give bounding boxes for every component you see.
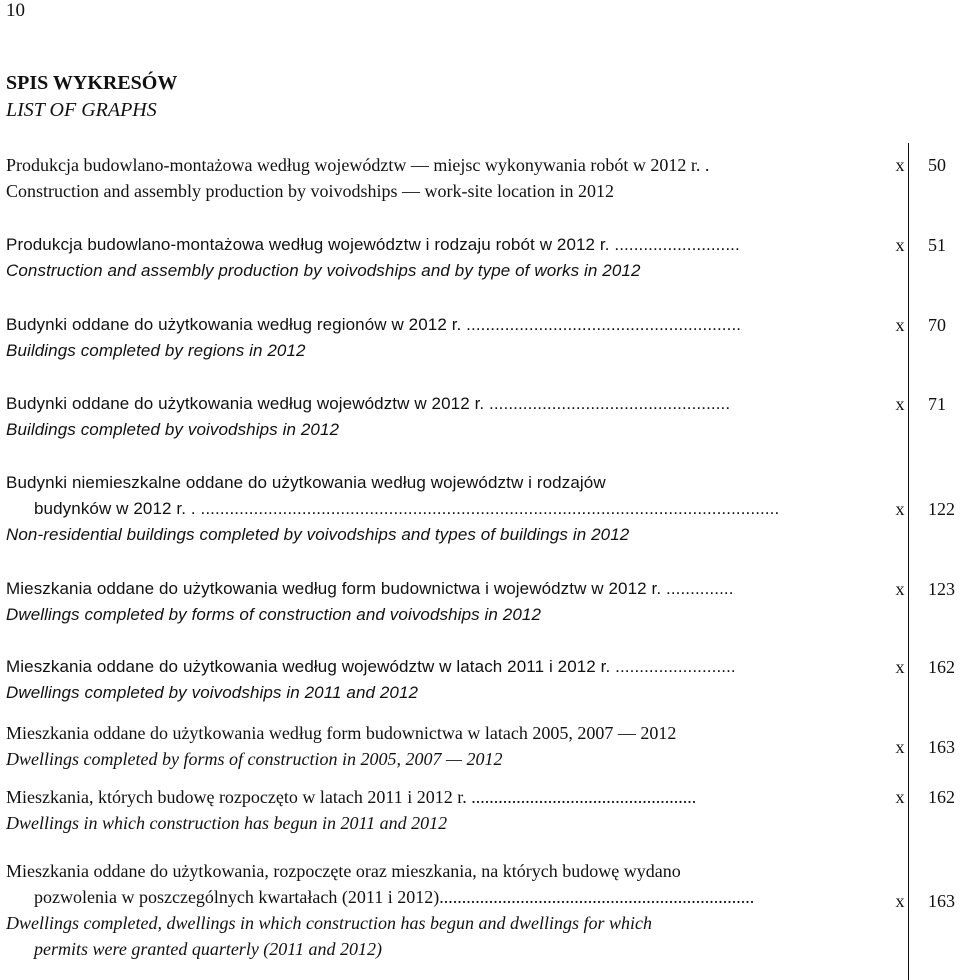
list-item [6, 152, 946, 204]
entry-page: 51 [928, 235, 946, 255]
list-item [6, 312, 946, 364]
entry-title-pl: Mieszkania oddane do użytkowania według form budownictwa i województw w 2012 r. .............. [6, 579, 734, 598]
column-divider [908, 143, 909, 980]
entry-title-en: Dwellings completed by forms of construction and voivodships in 2012 [6, 605, 542, 624]
entry-page: 50 [928, 155, 946, 175]
entry-title-pl: Mieszkania oddane do użytkowania według województw w latach 2011 i 2012 r. ......................... [6, 657, 736, 676]
entry-mark: x [895, 315, 905, 335]
entry-title-pl: Budynki niemieszkalne oddane do użytkowania według województw i rodzajów [6, 473, 606, 492]
list-item [6, 720, 955, 772]
entry-title-en: Dwellings completed by forms of construction in 2005, 2007 — 2012 [6, 749, 503, 769]
list-heading [6, 70, 177, 124]
entry-title-pl: Budynki oddane do użytkowania według województw w 2012 r. .................................................. [6, 394, 731, 413]
entry-mark: x [895, 579, 905, 599]
entry-title-en: Construction and assembly production by voivodships and by type of works in 2012 [6, 261, 641, 280]
entry-mark: x [895, 737, 905, 757]
entry-page: 122 [928, 499, 955, 519]
entry-title-en: Non-residential buildings completed by voivodships and types of buildings in 2012 [6, 525, 630, 544]
entry-title-pl: Budynki oddane do użytkowania według regionów w 2012 r. ......................................................... [6, 315, 742, 334]
entry-page: 70 [928, 315, 946, 335]
entry-title-pl-continued: pozwolenia w poszczególnych kwartałach (2011 i 2012)...................................................................... [34, 887, 755, 907]
entry-page: 163 [928, 737, 955, 757]
list-item [6, 654, 955, 706]
entry-title-en: Dwellings completed, dwellings in which construction has begun and dwellings for which [6, 913, 652, 933]
entry-title-pl: Mieszkania, których budowę rozpoczęto w latach 2011 i 2012 r. .................................................. [6, 787, 697, 807]
entry-mark: x [895, 499, 905, 519]
heading-polish: SPIS WYKRESÓW [6, 72, 178, 94]
entry-title-pl: Produkcja budowlano-montażowa według województw — miejsc wykonywania robót w 2012 r. . [6, 155, 710, 175]
entry-mark: x [895, 394, 905, 414]
heading-english: LIST OF GRAPHS [6, 99, 157, 121]
entry-title-pl: Produkcja budowlano-montażowa według województw i rodzaju robót w 2012 r. .......................... [6, 235, 740, 254]
list-item [6, 391, 946, 443]
entry-mark: x [895, 657, 905, 677]
entry-page: 71 [928, 394, 946, 414]
page-number: 10 [6, 0, 25, 21]
list-item [6, 232, 946, 284]
entry-page: 162 [928, 657, 955, 677]
entry-title-en-continued: permits were granted quarterly (2011 and 2012) [34, 939, 382, 959]
list-item [6, 858, 955, 962]
list-item [6, 576, 955, 628]
entry-title-pl: Mieszkania oddane do użytkowania, rozpoczęte oraz mieszkania, na których budowę wydano [6, 861, 681, 881]
entry-title-en: Dwellings completed by voivodships in 2011 and 2012 [6, 683, 419, 702]
entry-title-en: Buildings completed by voivodships in 2012 [6, 420, 340, 439]
entry-mark: x [895, 235, 905, 255]
entry-title-en: Dwellings in which construction has begun in 2011 and 2012 [6, 813, 448, 833]
list-item [6, 784, 955, 836]
entry-title-pl-continued: budynków w 2012 r. . ........................................................................................................................ [34, 499, 780, 518]
entry-mark: x [895, 155, 905, 175]
entry-title-en: Construction and assembly production by voivodships — work-site location in 2012 [6, 181, 614, 201]
list-item [6, 470, 955, 548]
entry-page: 162 [928, 787, 955, 807]
entry-mark: x [895, 891, 905, 911]
entry-page: 123 [928, 579, 955, 599]
entry-page: 163 [928, 891, 955, 911]
entry-title-pl: Mieszkania oddane do użytkowania według form budownictwa w latach 2005, 2007 — 2012 [6, 723, 677, 743]
entry-mark: x [895, 787, 905, 807]
entry-title-en: Buildings completed by regions in 2012 [6, 341, 306, 360]
